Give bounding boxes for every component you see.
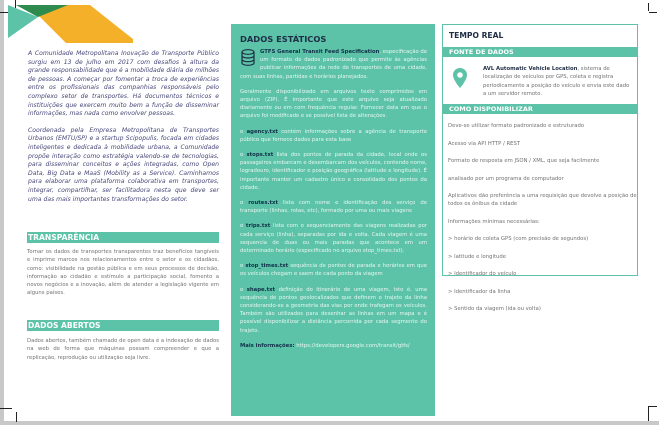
gtfs-text: , especificação de um formato de dados padronizado que permite às agências publicar informações da rede de transportes de uma cidade, com suas linhas, partidas e horários planejados.: [240, 49, 427, 80]
file-desc: lista com nome e identificação dos serviço de transporte (linhas, rotas, etc), formado por uma ou mais viagens: [240, 200, 427, 215]
file-name: agency.txt: [246, 128, 278, 135]
crop-mark: [648, 406, 649, 421]
file-name: stops.txt: [246, 152, 274, 159]
file-name: shape.txt: [246, 286, 276, 293]
section-title-dados-abertos: DADOS ABERTOS: [27, 320, 219, 331]
file-desc: definição do itinerário de uma viagem, isto é, uma sequência de pontos geolocalizados que definem o trajeto da linha considerando-se a geometria das vias por onde trafegam os veículos. Também são utilizados para desenhar as linhas em um mapa e é possível disponibilizar a distância percorrida por cada segmento do trajeto.: [240, 286, 427, 334]
file-prefix: o: [240, 286, 247, 293]
list-item: > latitude e longitude: [448, 253, 507, 260]
file-item-agency: [240, 128, 427, 144]
intro-text: [28, 50, 219, 212]
file-name: trips.txt: [245, 223, 271, 230]
file-desc: lista com o sequenciamento das viagens realizadas por cada serviço (linha), separadas por ida e volta. Cada viagem é uma sequencia de duas ou mais paradas que acontece em um determinado horário (especificado no arquivo stop_times.txt).: [240, 223, 427, 255]
crop-mark: [649, 406, 657, 407]
file-name: routes.txt: [248, 200, 278, 207]
how-to-bar: COMO DISPONIBILIZAR: [443, 104, 637, 114]
page-edge-left: [0, 0, 4, 425]
more-info: [240, 342, 427, 350]
avl-description: [483, 65, 633, 98]
list-item: > Sentido da viagem (ida ou volta): [448, 306, 541, 312]
file-prefix: o: [240, 152, 247, 159]
realtime-title: TEMPO REAL: [449, 31, 504, 40]
list-item: > horário de coleta GPS (com precisão de segundos): [448, 236, 589, 242]
more-info-label: Mais informações:: [240, 342, 295, 349]
crop-mark: [649, 12, 657, 13]
general-text: Geralmente disponibilizado em arquivos texto comprimidos em arquivo (ZIP). É importante que este arquivo seja atualizado diariamente ou em com frequência regular. Fornecer data em que o arquivo foi modificado e se possível lista de alterações.: [240, 88, 427, 120]
realtime-panel: [442, 24, 638, 312]
intro-paragraph: Coordenada pela Empresa Metropolitana de Transportes Urbanos (EMTU/SP) e a startup Scipopulis, focada em cidades inteligentes e dedicada à mobilidade urbana, a Comunidade propõe interação como estratégia valendo-se de tecnologias, para disseminar conceitos e ações integradas, como Open Data, Big Data e MaaS (Mobility as a Service). Caminhamos para elaborar uma plataforma colaborativa em transportes, integrar, compartilhar, ser facilitadora nesta que deve ser uma das mais importantes transformações do setor.: [28, 126, 219, 203]
page-edge-bottom: [0, 421, 659, 425]
file-name: stop_times.txt: [245, 263, 289, 270]
file-prefix: o: [240, 263, 246, 270]
list-item: Formato de resposta em JSON / XML, que seja facilmente: [448, 158, 600, 164]
file-desc: sequência de pontos de parada e horários em que os veículos chegam e saem de cada ponto da viagem: [240, 263, 427, 278]
data-source-bar: FONTE DE DADOS: [443, 47, 637, 57]
dados-abertos-text: Dados abertos, também chamado de open data é a indexação de dados na web de forma que máquinas possam compreender e que a replicação, reprodução ou utilização seja livre.: [27, 338, 219, 361]
requirements-list: [443, 122, 637, 313]
list-item: Aplicativos dão preferência a uma requisição que devolve a posição de todos os ônibus da cidade: [448, 193, 637, 207]
crop-mark: [648, 3, 649, 11]
file-item-stops: [240, 151, 427, 192]
section-title-transparencia: TRANSPARÊNCIA: [27, 232, 219, 243]
crop-mark: [16, 412, 17, 422]
location-pin-icon: [453, 68, 467, 88]
more-info-link[interactable]: https://developers.google.com/transit/gtfs/: [294, 342, 410, 349]
file-prefix: o: [240, 128, 247, 135]
transparencia-text: Tornar os dados de transportes transparentes traz benefícios tangíveis e imprime marcos nos relacionamentos entre o setor e os cidadãos, como: visibilidade na gestão pública e em seus processos de decisão, informação ao cidadão e estímulo a participação social, fomento a novos negócios e a inovação, além de atender a legislação vigente em alguns países.: [27, 249, 219, 297]
intro-paragraph: A Comunidade Metropolitana Inovação de Transporte Público surgiu em 13 de julho em 2017 com desafios à altura da grande responsabilidade que é a mobilidade diária de milhões de pessoas. A começar por fomentar a troca de experiências entre os profissionais das companhias responsáveis pelo complexo setor de transportes. Há documentos técnicos e instituições que exercem muito bem a função de disseminar informações, mas nada como envolver pessoas.: [28, 50, 219, 118]
file-item-trips: [240, 222, 427, 255]
crop-mark: [0, 408, 12, 409]
file-item-stop-times: [240, 262, 427, 278]
file-desc: contém informações sobre a agência de transporte público que fornece dados para esta base: [240, 128, 427, 143]
static-data-title: DADOS ESTÁTICOS: [240, 34, 327, 44]
file-prefix: o: [240, 223, 246, 230]
list-item: Deve-se utilizar formato padronizado e estruturado: [448, 123, 585, 129]
list-item: > Identificador da linha: [448, 288, 511, 295]
avl-label: AVL Automatic Vehicle Location: [483, 66, 578, 72]
list-item: > Identificador do veículo: [448, 271, 517, 277]
gtfs-description: [240, 48, 427, 81]
static-data-panel: [231, 24, 435, 416]
gtfs-label: GTFS General Transit Feed Specification: [260, 49, 380, 55]
file-item-shape: [240, 286, 427, 335]
file-item-routes: [240, 199, 427, 215]
logo-graphic: [8, 5, 133, 43]
list-item: Acesso via API HTTP / REST: [448, 140, 521, 147]
list-item: analisado por um programa de computador: [448, 175, 564, 182]
file-desc: lista dos pontos de parada da cidade, local onde os passageiros embarcam e desembarcam dos veículos, contendo nome, logradouro, identificador e posição geográfica (latitude e longitude). É importante manter um cadastro único e consolidado dos pontos da cidade.: [240, 152, 427, 191]
list-item: Informações mínimas necessárias:: [448, 218, 540, 225]
file-prefix: o: [240, 200, 249, 207]
database-icon: [241, 49, 255, 66]
avl-text: , sistema de localização de veículos por GPS, coleta e registra periodicamente a posição do veículo e envia este dado a um servidor remoto.: [483, 66, 630, 97]
avl-block: [443, 57, 637, 104]
